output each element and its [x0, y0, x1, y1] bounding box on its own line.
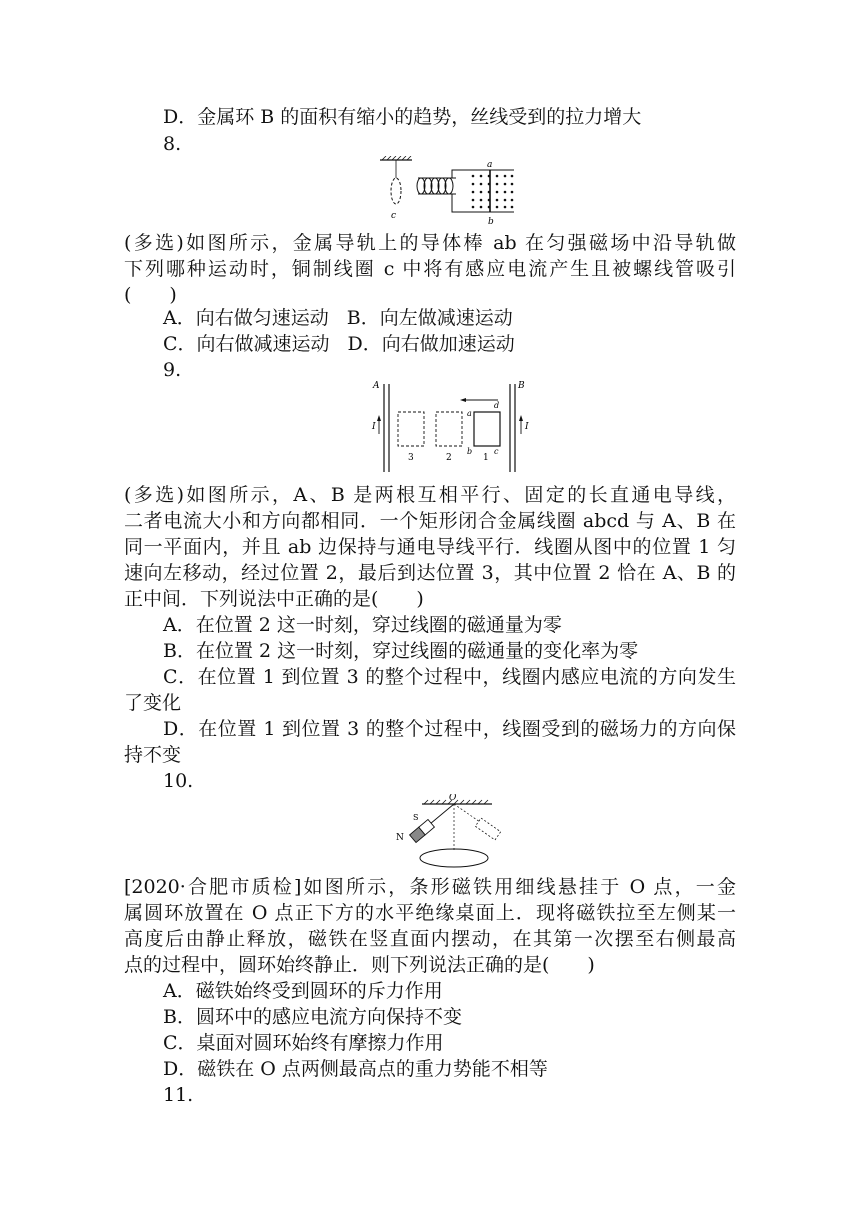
q8-options-row1 [163, 305, 513, 331]
q10-figure [392, 794, 518, 872]
q7-option-d: D．金属环 B 的面积有缩小的趋势，丝线受到的拉力增大 [163, 106, 642, 128]
q9-option-a: A．在位置 2 这一时刻，穿过线圈的磁通量为零 [163, 614, 562, 636]
q9-label-d: d [494, 401, 500, 410]
q10-option-a: A．磁铁始终受到圆环的斥力作用 [163, 980, 443, 1002]
q9-stem-line1: (多选)如图所示，A、B 是两根互相平行、固定的长直通电导线， [124, 484, 736, 506]
q8-number: 8. [163, 133, 182, 155]
q9-option-c-line1: C．在位置 1 到位置 3 的整个过程中，线圈内感应电流的方向发生 [163, 666, 736, 688]
q11-number: 11. [163, 1084, 194, 1106]
q10-label-O: O [449, 794, 457, 803]
q9-stem-line2: 二者电流大小和方向都相同．一个矩形闭合金属线圈 abcd 与 A、B 在 [124, 510, 736, 532]
q9-stem-line4: 速向左移动，经过位置 2，最后到达位置 3，其中位置 2 恰在 A、B 的 [124, 562, 736, 584]
q9-label-I-left: I [372, 422, 376, 432]
q10-number: 10. [163, 770, 194, 792]
q9-stem-line5: 正中间．下列说法中正确的是( ) [124, 588, 424, 610]
q8-figure [378, 156, 518, 226]
q9-option-c-line2: 了变化 [124, 692, 182, 714]
q9-label-I-right: I [525, 422, 529, 432]
q9-label-pos3: 3 [408, 453, 414, 463]
q8-stem-line3: ( ) [124, 284, 177, 306]
q9-label-A: A [373, 381, 380, 391]
q10-stem-line3: 高度后由静止释放，磁铁在竖直面内摆动，在其第一次摆至右侧最高 [124, 928, 736, 950]
q9-label-B: B [518, 381, 525, 391]
q9-label-b: b [467, 447, 473, 456]
q10-stem-line2: 属圆环放置在 O 点正下方的水平绝缘桌面上．现将磁铁拉至左侧某一 [124, 902, 736, 924]
q9-label-c: c [494, 447, 499, 456]
q8-stem-line1: (多选)如图所示，金属导轨上的导体棒 ab 在匀强磁场中沿导轨做 [124, 232, 736, 254]
q9-stem-line3: 同一平面内，并且 ab 边保持与通电导线平行．线圈从图中的位置 1 匀 [124, 536, 736, 558]
q9-label-a: a [467, 409, 472, 418]
q9-label-pos2: 2 [446, 453, 452, 463]
q9-label-pos1: 1 [483, 453, 489, 463]
q10-option-c: C．桌面对圆环始终有摩擦力作用 [163, 1032, 444, 1054]
q9-option-d-line1: D．在位置 1 到位置 3 的整个过程中，线圈受到的磁场力的方向保 [163, 718, 736, 740]
q8-label-c: c [391, 211, 397, 221]
q10-option-d: D．磁铁在 O 点两侧最高点的重力势能不相等 [163, 1058, 548, 1080]
q10-stem-line4: 点的过程中，圆环始终静止．则下列说法正确的是( ) [124, 954, 595, 976]
q10-stem-line1: [2020·合肥市质检]如图所示，条形磁铁用细线悬挂于 O 点，一金 [124, 876, 736, 898]
q8-options-row2 [163, 331, 515, 357]
q8-label-b: b [488, 217, 494, 226]
q9-number: 9. [163, 359, 182, 381]
q9-option-b: B．在位置 2 这一时刻，穿过线圈的磁通量的变化率为零 [163, 640, 639, 662]
q8-option-c: C．向右做减速运动 [163, 333, 330, 355]
q8-option-d: D．向右做加速运动 [347, 333, 515, 355]
q9-figure [370, 378, 536, 476]
q10-label-N: N [396, 833, 404, 843]
q8-label-a: a [487, 160, 493, 170]
q8-option-a: A．向右做匀速运动 [163, 307, 329, 329]
q9-option-d-line2: 持不变 [124, 744, 182, 766]
q8-stem-line2: 下列哪种运动时，铜制线圈 c 中将有感应电流产生且被螺线管吸引 [124, 258, 736, 280]
q10-option-b: B．圆环中的感应电流方向保持不变 [163, 1006, 462, 1028]
q8-option-b: B．向左做减速运动 [346, 307, 513, 329]
q10-label-S: S [413, 813, 419, 822]
